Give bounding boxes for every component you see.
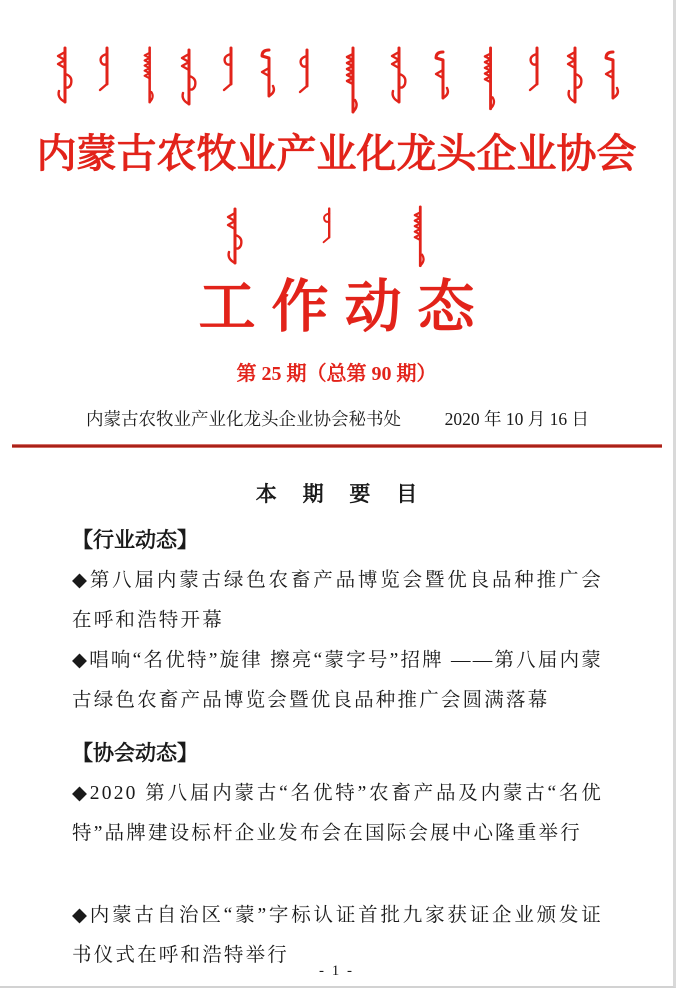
toc-item: ◆唱响“名优特”旋律 擦亮“蒙字号”招牌 ——第八届内蒙古绿色农畜产品博览会暨优良品种推广会圆满落幕 xyxy=(72,650,603,711)
issue-number-line: 第 25 期（总第 90 期） xyxy=(236,363,437,385)
toc-section-label-association: 【协会动态】 xyxy=(72,742,198,765)
red-divider-rule xyxy=(12,444,662,448)
toc-item: ◆2020 第八届内蒙古“名优特”农畜产品及内蒙古“名优特”品牌建设标杆企业发布会在国际会展中心隆重举行 xyxy=(72,783,603,844)
publisher-row xyxy=(0,406,673,431)
toc-item: ◆内蒙古自治区“蒙”字标认证首批九家获证企业颁发证书仪式在呼和浩特举行 xyxy=(72,905,603,966)
toc-heading: 本 期 要 目 xyxy=(255,483,428,506)
toc-item: ◆第八届内蒙古绿色农畜产品博览会暨优良品种推广会在呼和浩特开幕 xyxy=(72,570,603,631)
mongolian-script-top-icon xyxy=(52,42,622,118)
association-title: 内蒙古农牧业产业化龙头企业协会 xyxy=(36,131,637,176)
mongolian-script-middle-icon xyxy=(212,205,462,269)
bulletin-title: 工作动态 xyxy=(198,276,491,339)
page-number: - 1 - xyxy=(319,963,354,979)
issue-date: 2020 年 10 月 16 日 xyxy=(444,409,589,429)
publisher-name: 内蒙古农牧业产业化龙头企业协会秘书处 xyxy=(86,409,401,429)
table-of-contents xyxy=(0,521,673,976)
toc-section-label-industry: 【行业动态】 xyxy=(72,529,198,552)
